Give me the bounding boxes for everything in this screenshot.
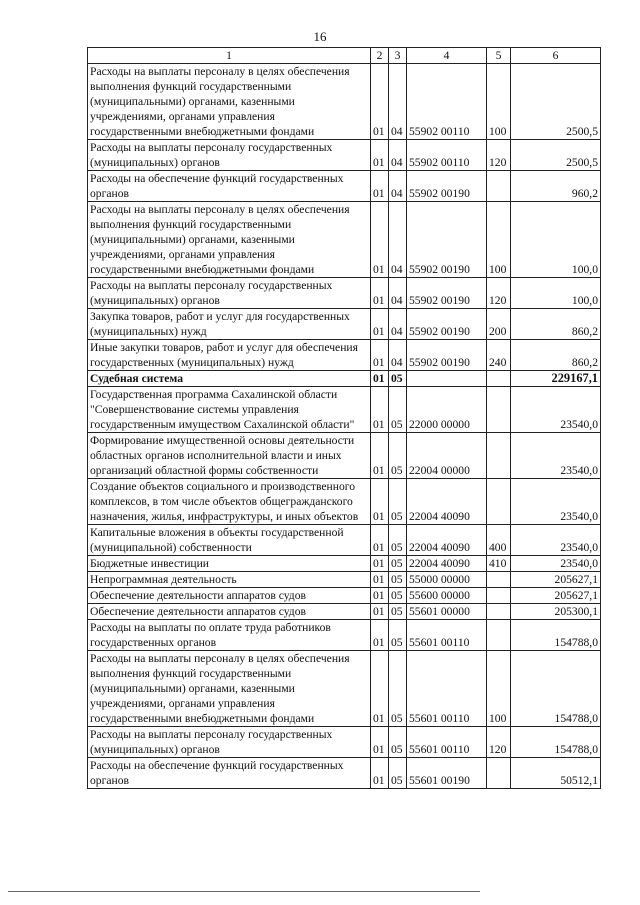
table-row	[88, 309, 601, 340]
amount-value: 23540,0	[511, 387, 601, 433]
row-description: Непрограммная деятельность	[88, 572, 371, 588]
subsection-code: 05	[389, 479, 407, 525]
table-row	[88, 171, 601, 202]
row-description: Закупка товаров, работ и услуг для государственных (муниципальных) нужд	[88, 309, 371, 340]
amount-value: 23540,0	[511, 479, 601, 525]
subsection-code: 05	[389, 588, 407, 604]
row-description: Расходы на выплаты по оплате труда работников государственных органов	[88, 620, 371, 651]
expense-type-code	[487, 171, 511, 202]
subsection-code: 05	[389, 387, 407, 433]
subsection-code: 04	[389, 309, 407, 340]
column-header: 5	[487, 48, 511, 64]
section-code: 01	[371, 340, 389, 371]
amount-value: 100,0	[511, 202, 601, 278]
expense-type-code	[487, 588, 511, 604]
amount-value: 860,2	[511, 340, 601, 371]
table-row	[88, 387, 601, 433]
target-article-code: 55902 00190	[407, 340, 487, 371]
section-code: 01	[371, 758, 389, 789]
row-description: Расходы на выплаты персоналу в целях обеспечения выполнения функций государственными (муниципальными) органами, казенными учреждениями, органами управления государственными внебюджетными фондами	[88, 651, 371, 727]
section-code: 01	[371, 64, 389, 140]
table-row	[88, 278, 601, 309]
target-article-code: 55902 00190	[407, 171, 487, 202]
subsection-code: 05	[389, 572, 407, 588]
target-article-code: 55000 00000	[407, 572, 487, 588]
target-article-code: 22004 00000	[407, 433, 487, 479]
table-row	[88, 727, 601, 758]
amount-value: 229167,1	[511, 371, 601, 387]
budget-table-body	[88, 48, 601, 789]
expense-type-code	[487, 433, 511, 479]
expense-type-code	[487, 758, 511, 789]
amount-value: 23540,0	[511, 525, 601, 556]
table-row	[88, 604, 601, 620]
amount-value: 50512,1	[511, 758, 601, 789]
amount-value: 154788,0	[511, 727, 601, 758]
subsection-code: 05	[389, 758, 407, 789]
target-article-code: 22004 40090	[407, 479, 487, 525]
table-row	[88, 588, 601, 604]
subsection-code: 05	[389, 433, 407, 479]
target-article-code: 22004 40090	[407, 556, 487, 572]
table-row	[88, 479, 601, 525]
table-header-row	[88, 48, 601, 64]
subsection-code: 05	[389, 371, 407, 387]
target-article-code: 55902 00190	[407, 309, 487, 340]
subsection-code: 05	[389, 604, 407, 620]
section-code: 01	[371, 309, 389, 340]
subsection-code: 05	[389, 727, 407, 758]
table-row	[88, 525, 601, 556]
expense-type-code: 120	[487, 727, 511, 758]
target-article-code: 55600 00000	[407, 588, 487, 604]
expense-type-code: 240	[487, 340, 511, 371]
row-description: Расходы на выплаты персоналу государственных (муниципальных) органов	[88, 140, 371, 171]
table-row	[88, 556, 601, 572]
row-description: Обеспечение деятельности аппаратов судов	[88, 588, 371, 604]
target-article-code: 55902 00190	[407, 278, 487, 309]
expense-type-code: 100	[487, 202, 511, 278]
amount-value: 205627,1	[511, 588, 601, 604]
expense-type-code: 410	[487, 556, 511, 572]
row-description: Расходы на обеспечение функций государственных органов	[88, 171, 371, 202]
row-description: Бюджетные инвестиции	[88, 556, 371, 572]
expense-type-code	[487, 479, 511, 525]
row-description: Государственная программа Сахалинской области "Совершенствование системы управления государственным имуществом Сахалинской области"	[88, 387, 371, 433]
section-code: 01	[371, 651, 389, 727]
section-code: 01	[371, 525, 389, 556]
amount-value: 960,2	[511, 171, 601, 202]
page-number: 16	[313, 29, 327, 44]
target-article-code: 55601 00000	[407, 604, 487, 620]
subsection-code: 04	[389, 202, 407, 278]
table-row	[88, 433, 601, 479]
section-code: 01	[371, 588, 389, 604]
expense-type-code: 100	[487, 64, 511, 140]
section-code: 01	[371, 620, 389, 651]
expense-type-code	[487, 371, 511, 387]
section-code: 01	[371, 278, 389, 309]
amount-value: 154788,0	[511, 620, 601, 651]
expense-type-code	[487, 620, 511, 651]
expense-type-code: 120	[487, 140, 511, 171]
subsection-code: 04	[389, 340, 407, 371]
row-description: Капитальные вложения в объекты государственной (муниципальной) собственности	[88, 525, 371, 556]
section-code: 01	[371, 140, 389, 171]
bottom-rule	[8, 891, 480, 892]
expense-type-code	[487, 387, 511, 433]
section-code: 01	[371, 371, 389, 387]
budget-table	[87, 47, 601, 789]
amount-value: 100,0	[511, 278, 601, 309]
table-row	[88, 140, 601, 171]
target-article-code: 55601 00110	[407, 620, 487, 651]
target-article-code: 55902 00110	[407, 140, 487, 171]
table-row	[88, 64, 601, 140]
expense-type-code: 200	[487, 309, 511, 340]
amount-value: 23540,0	[511, 556, 601, 572]
row-description: Расходы на выплаты персоналу государственных (муниципальных) органов	[88, 278, 371, 309]
column-header: 3	[389, 48, 407, 64]
amount-value: 2500,5	[511, 140, 601, 171]
table-row	[88, 202, 601, 278]
subsection-code: 04	[389, 64, 407, 140]
section-code: 01	[371, 572, 389, 588]
subsection-code: 05	[389, 525, 407, 556]
section-code: 01	[371, 556, 389, 572]
row-description: Обеспечение деятельности аппаратов судов	[88, 604, 371, 620]
subsection-code: 04	[389, 171, 407, 202]
expense-type-code: 120	[487, 278, 511, 309]
section-code: 01	[371, 387, 389, 433]
expense-type-code: 100	[487, 651, 511, 727]
row-description: Расходы на обеспечение функций государственных органов	[88, 758, 371, 789]
expense-type-code	[487, 572, 511, 588]
amount-value: 154788,0	[511, 651, 601, 727]
column-header: 4	[407, 48, 487, 64]
column-header: 6	[511, 48, 601, 64]
subsection-code: 04	[389, 278, 407, 309]
amount-value: 205627,1	[511, 572, 601, 588]
expense-type-code	[487, 604, 511, 620]
target-article-code: 55902 00110	[407, 64, 487, 140]
table-row	[88, 371, 601, 387]
column-header: 1	[88, 48, 371, 64]
section-code: 01	[371, 479, 389, 525]
subsection-code: 05	[389, 651, 407, 727]
table-row	[88, 340, 601, 371]
section-code: 01	[371, 604, 389, 620]
section-code: 01	[371, 202, 389, 278]
target-article-code: 55601 00110	[407, 727, 487, 758]
expense-type-code: 400	[487, 525, 511, 556]
table-row	[88, 758, 601, 789]
row-description: Формирование имущественной основы деятельности областных органов исполнительной власти и иных организаций областной формы собственности	[88, 433, 371, 479]
row-description: Иные закупки товаров, работ и услуг для обеспечения государственных (муниципальных) нужд	[88, 340, 371, 371]
column-header: 2	[371, 48, 389, 64]
row-description: Расходы на выплаты персоналу государственных (муниципальных) органов	[88, 727, 371, 758]
target-article-code: 22004 40090	[407, 525, 487, 556]
amount-value: 860,2	[511, 309, 601, 340]
table-row	[88, 572, 601, 588]
target-article-code	[407, 371, 487, 387]
target-article-code: 22000 00000	[407, 387, 487, 433]
target-article-code: 55902 00190	[407, 202, 487, 278]
row-description: Расходы на выплаты персоналу в целях обеспечения выполнения функций государственными (муниципальными) органами, казенными учреждениями, органами управления государственными внебюджетными фондами	[88, 202, 371, 278]
amount-value: 205300,1	[511, 604, 601, 620]
table-row	[88, 620, 601, 651]
target-article-code: 55601 00190	[407, 758, 487, 789]
table-row	[88, 651, 601, 727]
section-code: 01	[371, 171, 389, 202]
row-description: Расходы на выплаты персоналу в целях обеспечения выполнения функций государственными (муниципальными) органами, казенными учреждениями, органами управления государственными внебюджетными фондами	[88, 64, 371, 140]
row-description: Создание объектов социального и производственного комплексов, в том числе объектов общегражданского назначения, жилья, инфраструктуры, и иных объектов	[88, 479, 371, 525]
amount-value: 23540,0	[511, 433, 601, 479]
subsection-code: 04	[389, 140, 407, 171]
section-code: 01	[371, 727, 389, 758]
subsection-code: 05	[389, 556, 407, 572]
section-code: 01	[371, 433, 389, 479]
row-description: Судебная система	[88, 371, 371, 387]
subsection-code: 05	[389, 620, 407, 651]
amount-value: 2500,5	[511, 64, 601, 140]
target-article-code: 55601 00110	[407, 651, 487, 727]
